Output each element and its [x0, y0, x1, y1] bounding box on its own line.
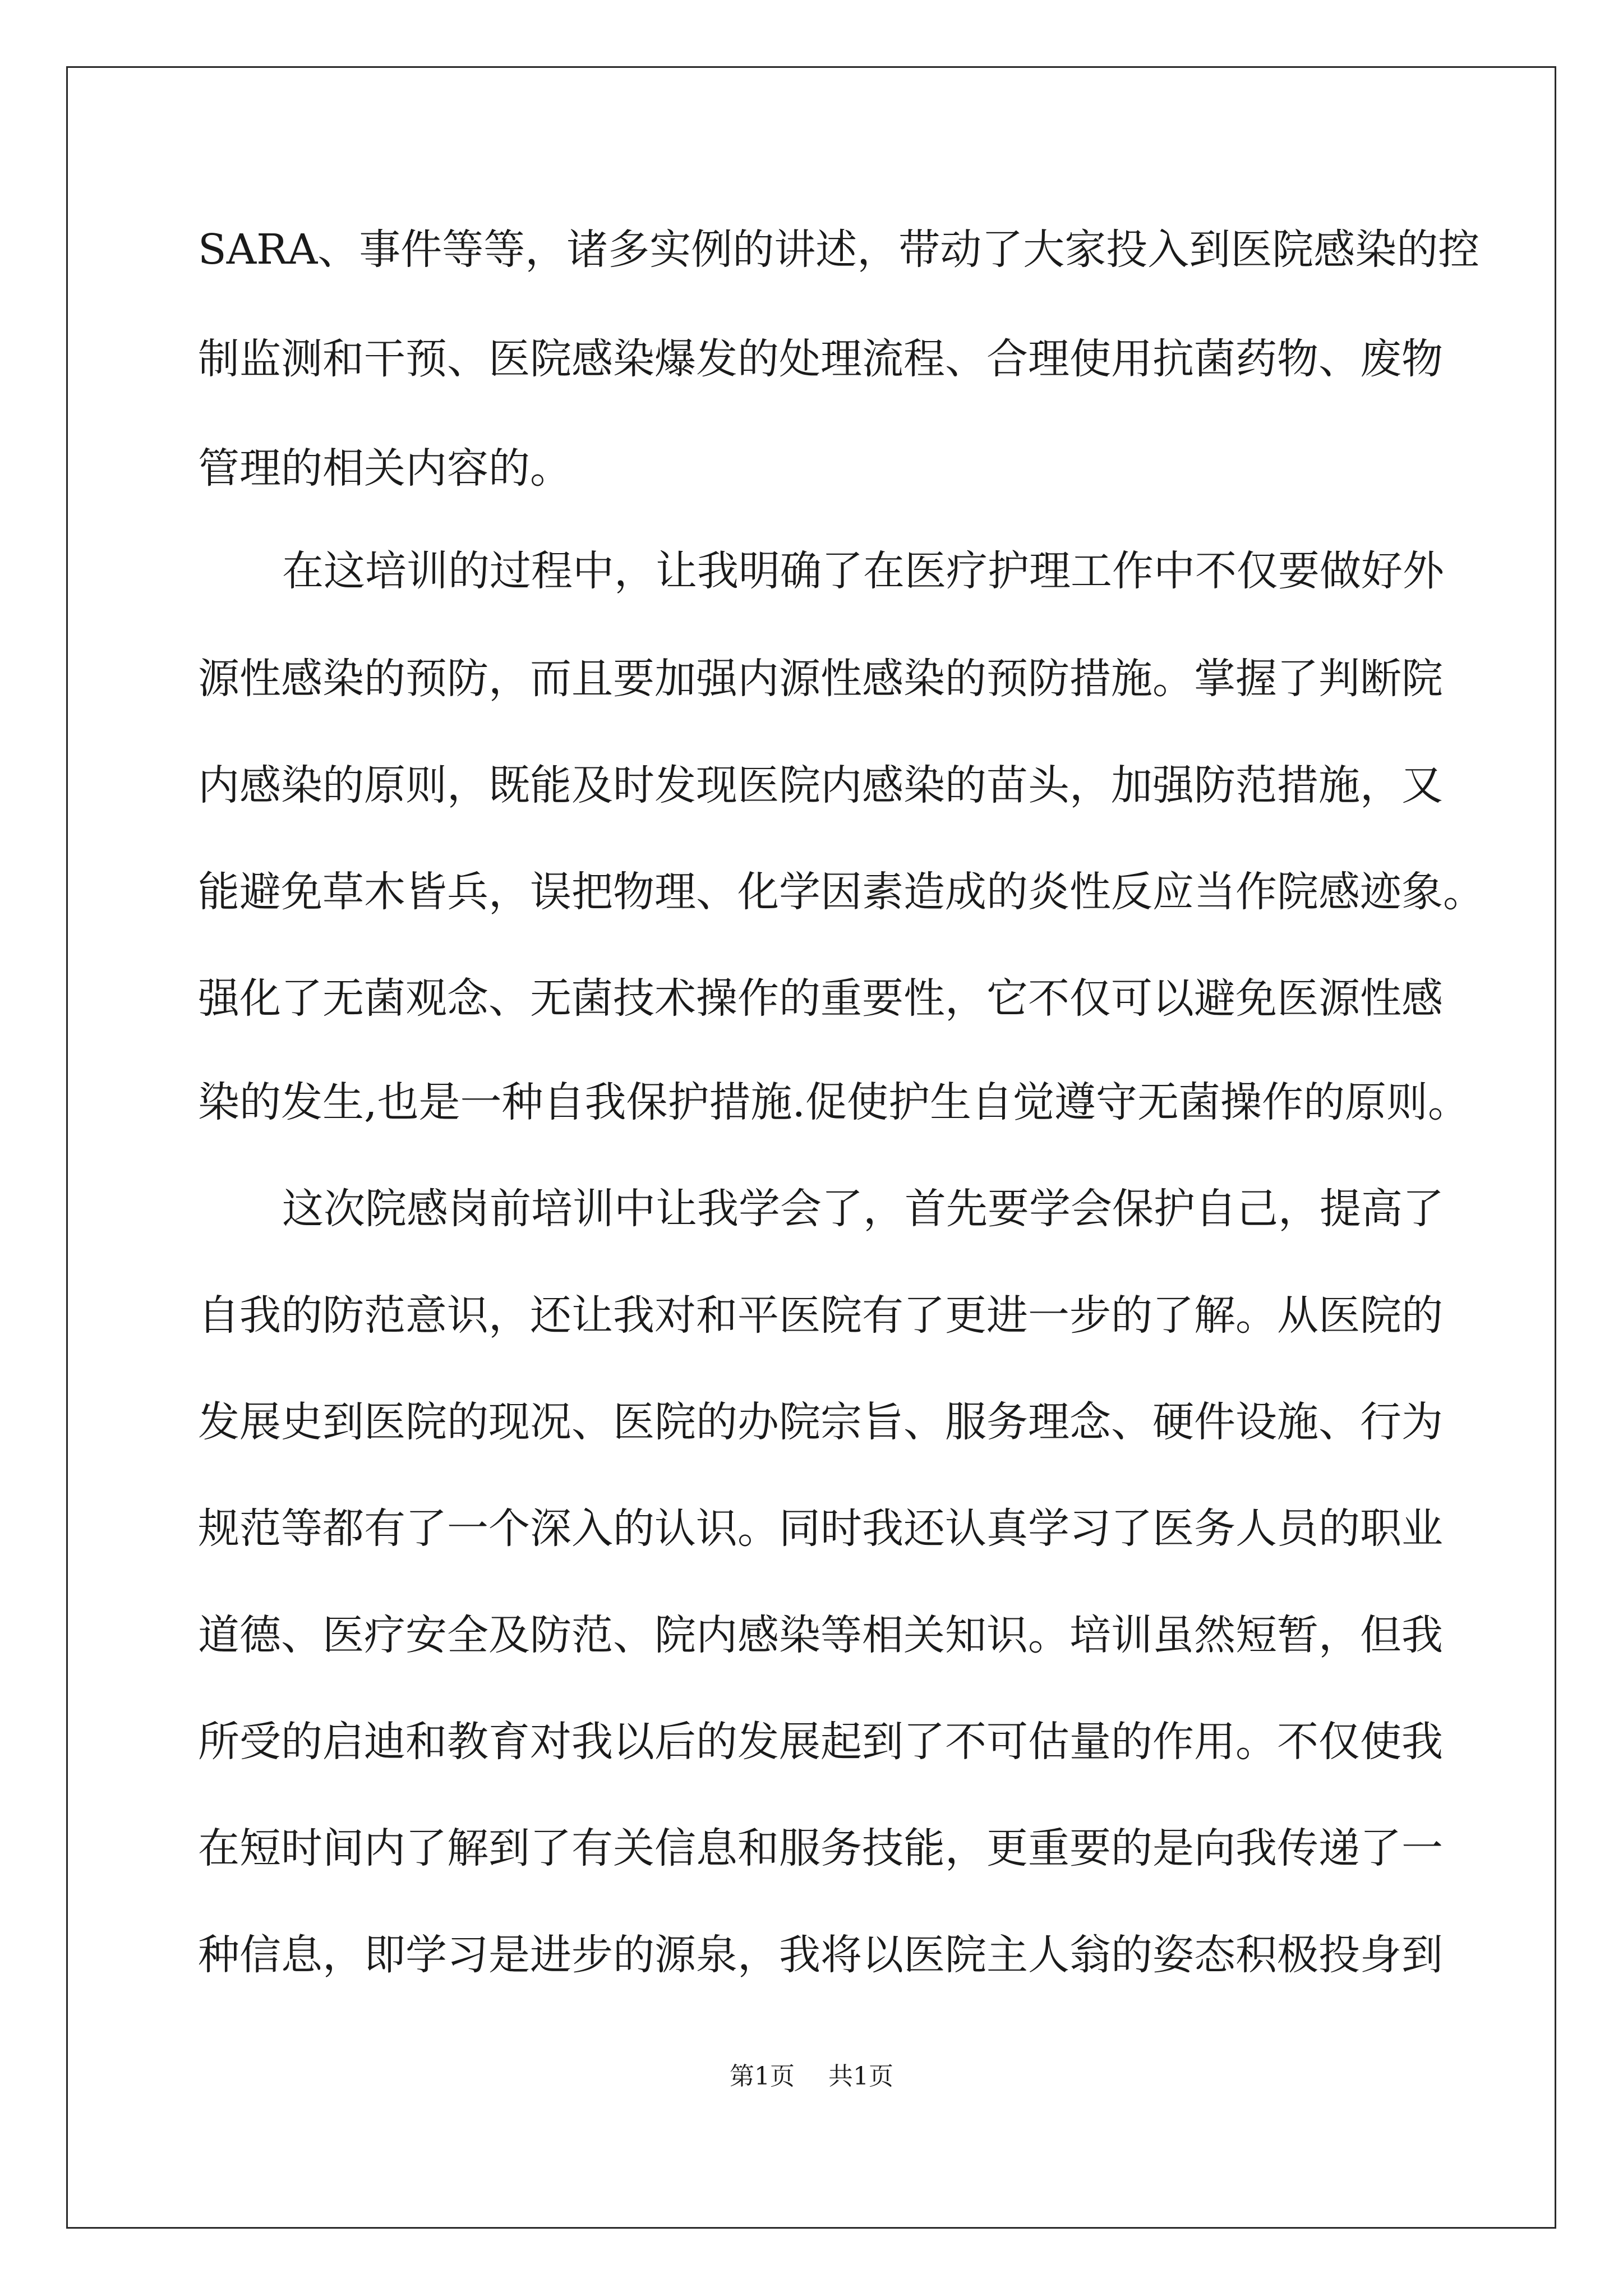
- page-total: 共1页: [828, 2062, 893, 2091]
- text-line: 所受的启迪和教育对我以后的发展起到了不可估量的作用。不仅使我: [198, 1718, 1443, 1766]
- text-line: 发展史到医院的现况、医院的办院宗旨、服务理念、硬件设施、行为: [198, 1398, 1443, 1446]
- text-line: 强化了无菌观念、无菌技术操作的重要性，它不仅可以避免医源性感: [198, 974, 1443, 1023]
- text-line: 能避免草木皆兵，误把物理、化学因素造成的炎性反应当作院感迹象。: [198, 868, 1484, 916]
- page-border: [66, 66, 1556, 2229]
- text-line: 道德、医疗安全及防范、院内感染等相关知识。培训虽然短暂，但我: [198, 1611, 1443, 1659]
- page-footer: [0, 2060, 1623, 2093]
- text-line: 源性感染的预防，而且要加强内源性感染的预防措施。掌握了判断院: [198, 655, 1443, 703]
- text-line: SARA、事件等等，诸多实例的讲述，带动了大家投入到医院感染的控: [198, 226, 1480, 274]
- text-line: 染的发生,也是一种自我保护措施.促使护生自觉遵守无菌操作的原则。: [198, 1078, 1470, 1126]
- text-line: 内感染的原则，既能及时发现医院内感染的苗头，加强防范措施，又: [198, 761, 1443, 809]
- text-line: 管理的相关内容的。: [198, 444, 571, 493]
- page-number: 第1页: [730, 2062, 795, 2091]
- text-line: 种信息，即学习是进步的源泉，我将以医院主人翁的姿态积极投身到: [198, 1931, 1443, 1979]
- text-line: 制监测和干预、医院感染爆发的处理流程、合理使用抗菌药物、废物: [198, 335, 1443, 383]
- paragraph-start-line: 在这培训的过程中，让我明确了在医疗护理工作中不仅要做好外: [282, 547, 1444, 595]
- text-line: 在短时间内了解到了有关信息和服务技能，更重要的是向我传递了一: [198, 1824, 1443, 1872]
- paragraph-start-line: 这次院感岗前培训中让我学会了，首先要学会保护自己，提高了: [282, 1185, 1444, 1233]
- text-line: 规范等都有了一个深入的认识。同时我还认真学习了医务人员的职业: [198, 1504, 1443, 1553]
- text-line: 自我的防范意识，还让我对和平医院有了更进一步的了解。从医院的: [198, 1291, 1443, 1340]
